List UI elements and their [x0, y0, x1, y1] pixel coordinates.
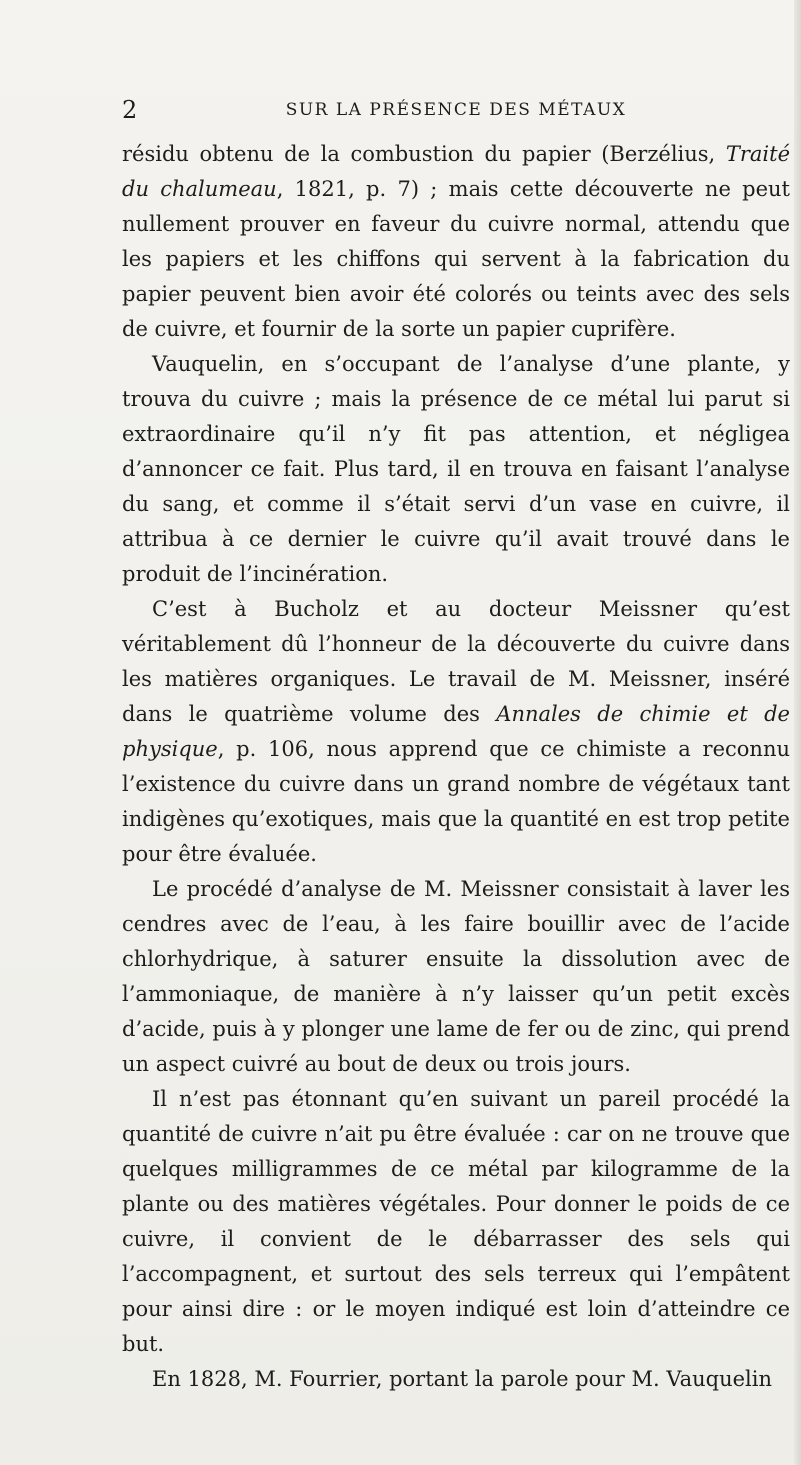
paragraph-1-text-a: résidu obtenu de la combustion du papier (Berzélius, [122, 142, 726, 166]
paragraph-3-text-b: , p. 106, nous apprend que ce chimiste a reconnu l’existence du cuivre dans un grand nombre de végétaux tant indigènes qu’exotiques, mais que la quantité en est trop petite pour être évaluée. [122, 737, 790, 866]
paragraph-4: Le procédé d’analyse de M. Meissner consistait à laver les cendres avec de l’eau, à les faire bouillir avec de l’acide chlorhydrique, à saturer ensuite la dissolution avec de l’ammoniaque, de manière à n’y laisser qu’un petit excès d’acide, puis à y plonger une lame de fer ou de zinc, qui prend un aspect cuivré au bout de deux ou trois jours. [122, 877, 790, 1076]
page-header [122, 92, 790, 128]
paragraph-3 [122, 592, 790, 872]
paragraph-3-text-a: C’est à Bucholz et au docteur Meissner qu’est véritablement dû l’honneur de la découverte du cuivre dans les matières organiques. Le travail de M. Meissner, inséré dans le quatrième volume des [122, 597, 790, 726]
page-edge-shadow [794, 0, 801, 1465]
page-number: 2 [122, 96, 138, 124]
journal-title-annales: Annales de chimie et de physique [122, 702, 790, 761]
paragraph-6: En 1828, M. Fourrier, portant la parole pour M. Vauquelin [152, 1367, 772, 1391]
paragraph-2: Vauquelin, en s’occupant de l’analyse d’une plante, y trouva du cuivre ; mais la présence de ce métal lui parut si extraordinaire qu’il n’y fit pas attention, et négligea d’annoncer ce fait. Plus tard, il en trouva en faisant l’analyse du sang, et comme il s’était servi d’un vase en cuivre, il attribua à ce dernier le cuivre qu’il avait trouvé dans le produit de l’incinération. [122, 352, 790, 586]
paragraph-5: Il n’est pas étonnant qu’en suivant un pareil procédé la quantité de cuivre n’ait pu être évaluée : car on ne trouve que quelques milligrammes de ce métal par kilogramme de la plante ou des matières végétales. Pour donner le poids de ce cuivre, il convient de le débarrasser des sels qui l’accompagnent, et surtout des sels terreux qui l’empâtent pour ainsi dire : or le moyen indiqué est loin d’atteindre ce but. [122, 1087, 790, 1356]
body-text [122, 137, 790, 1397]
paragraph-1-text-b: , 1821, p. 7) ; mais cette découverte ne peut nullement prouver en faveur du cuivre normal, attendu que les papiers et les chiffons qui servent à la fabrication du papier peuvent bien avoir été colorés ou teints avec des sels de cuivre, et fournir de la sorte un papier cuprifère. [122, 177, 790, 341]
book-title-traite-du-chalumeau: Traité du chalumeau [122, 142, 790, 201]
running-head: SUR LA PRÉSENCE DES MÉTAUX [285, 100, 627, 120]
paragraph-1 [122, 137, 790, 347]
